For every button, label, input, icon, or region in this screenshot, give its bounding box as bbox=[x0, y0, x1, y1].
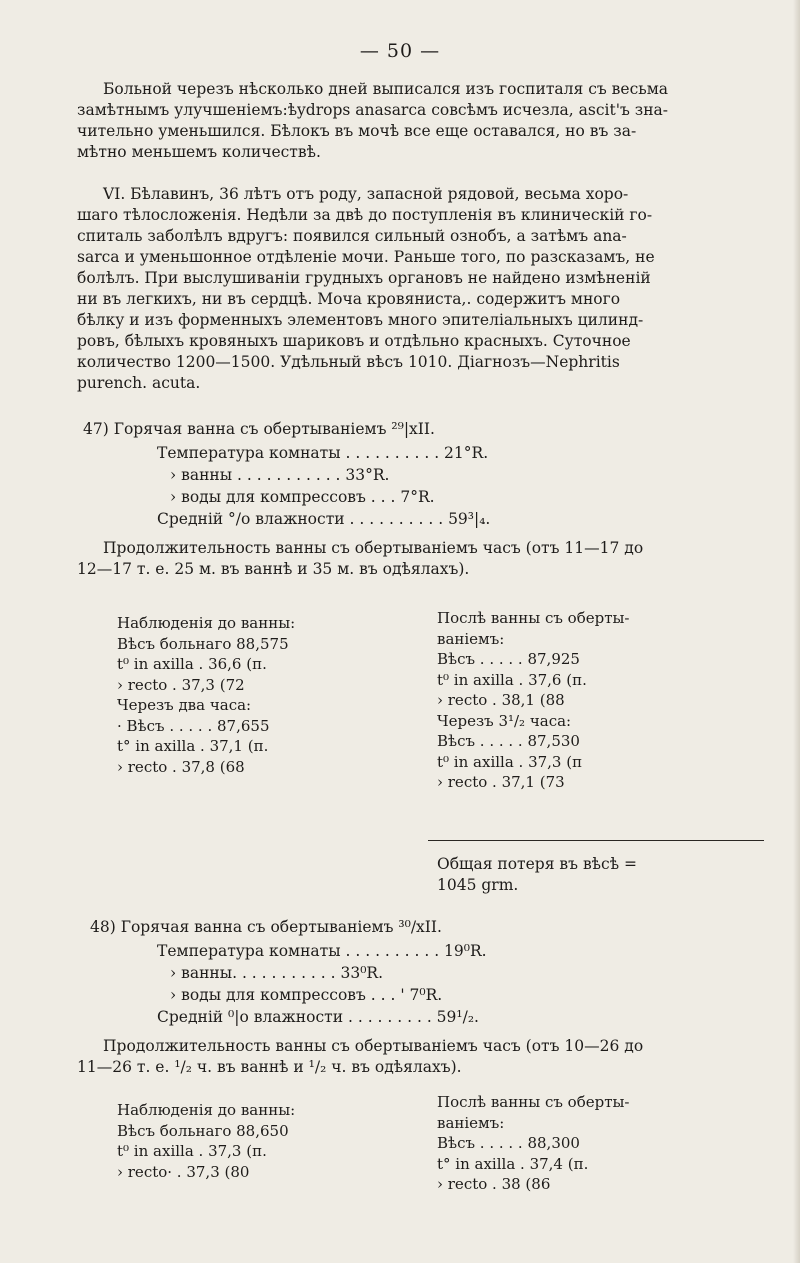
bath-47-param: Температура комнаты . . . . . . . . . . 21°R. bbox=[157, 444, 489, 462]
intro-line: замѣтнымъ улучшеніемъ:ѣydrops anasarca совсѣмъ исчезла, ascit'ъ зна- bbox=[77, 101, 669, 119]
case-line: спиталь заболѣлъ вдругъ: появился сильный ознобъ, а затѣмъ ana- bbox=[77, 227, 627, 245]
bath-48-title: 48) Горячая ванна съ обертываніемъ ³⁰/xII. bbox=[90, 918, 442, 936]
observation-line: Наблюденія до ванны: bbox=[117, 614, 296, 632]
case-line: ни въ легкихъ, ни въ сердцѣ. Моча кровяниста,. содержитъ много bbox=[77, 290, 621, 308]
bath-47-total-loss: Общая потеря въ вѣсѣ = bbox=[437, 855, 637, 873]
observation-line: › recto . 37,3 (72 bbox=[117, 675, 245, 694]
bath-48-duration: 11—26 т. е. ¹/₂ ч. въ ваннѣ и ¹/₂ ч. въ одѣялахъ). bbox=[77, 1058, 462, 1076]
bath-48-param: › ванны. . . . . . . . . . . 33⁰R. bbox=[170, 964, 384, 982]
intro-line: чительно уменьшился. Бѣлокъ въ мочѣ все еще оставался, но въ за- bbox=[77, 122, 637, 140]
bath-47-title: 47) Горячая ванна съ обертываніемъ ²⁹|xII. bbox=[83, 420, 435, 438]
case-line: purench. acuta. bbox=[77, 374, 201, 392]
observation-line: › recto . 37,1 (73 bbox=[437, 773, 565, 791]
bath-47-param: › ванны . . . . . . . . . . . 33°R. bbox=[170, 466, 390, 484]
case-line: количество 1200—1500. Удѣльный вѣсъ 1010. Діагнозъ—Nephritis bbox=[77, 353, 620, 371]
observation-line: t⁰ in axilla . 36,6 (п. bbox=[117, 655, 267, 673]
case-line: sarca и уменьшонное отдѣленіе мочи. Раньше того, по разсказамъ, не bbox=[77, 248, 655, 266]
page-number: — 50 — bbox=[359, 40, 441, 62]
observation-line: › recto . 37,8 (68 bbox=[117, 757, 245, 776]
case-line: VI. Бѣлавинъ, 36 лѣтъ отъ роду, запасной рядовой, весьма хоро- bbox=[103, 185, 629, 203]
observation-line: t⁰ in axilla . 37,3 (п. bbox=[117, 1142, 267, 1160]
bath-47-after-column bbox=[437, 608, 630, 793]
observation-line: t⁰ in axilla . 37,3 (п bbox=[437, 752, 583, 771]
intro-line: мѣтно меньшемъ количествѣ. bbox=[77, 143, 321, 161]
bath-47-duration: Продолжительность ванны съ обертываніемъ часъ (отъ 11—17 до bbox=[103, 539, 644, 557]
observation-line: Наблюденія до ванны: bbox=[117, 1101, 296, 1119]
bath-48-param: Средній ⁰|o влажности . . . . . . . . . 59¹/₂. bbox=[157, 1008, 479, 1026]
bath-47-before-column bbox=[117, 613, 295, 777]
observation-line: Послѣ ванны съ оберты- bbox=[437, 609, 630, 627]
observation-line: Вѣсъ . . . . . 87,925 bbox=[437, 650, 580, 668]
bath-48-param: › воды для компрессовъ . . . ' 7⁰R. bbox=[170, 986, 443, 1004]
case-line: бѣлку и изъ форменныхъ элементовъ много эпителіальныхъ цилинд- bbox=[77, 311, 644, 329]
bath-47-duration: 12—17 т. е. 25 м. въ ваннѣ и 35 м. въ одѣялахъ). bbox=[77, 560, 470, 578]
observation-line: t⁰ in axilla . 37,6 (п. bbox=[437, 670, 587, 689]
case-line: болѣлъ. При выслушиваніи грудныхъ органовъ не найдено измѣненій bbox=[77, 269, 651, 287]
observation-line: › recto . 38 (86 bbox=[437, 1175, 551, 1193]
page-edge-shadow bbox=[793, 0, 800, 1263]
observation-line: Вѣсъ больнаго 88,575 bbox=[117, 634, 289, 653]
bath-47-total-loss: 1045 grm. bbox=[437, 876, 519, 894]
bath-47-param: › воды для компрессовъ . . . 7°R. bbox=[170, 488, 435, 506]
observation-line: ваніемъ: bbox=[437, 1113, 505, 1132]
observation-line: Черезъ два часа: bbox=[117, 696, 252, 714]
observation-line: Вѣсъ больнаго 88,650 bbox=[117, 1121, 289, 1140]
case-line: шаго тѣлосложенія. Недѣли за двѣ до поступленія въ клиническій го- bbox=[77, 206, 653, 224]
observation-line: Вѣсъ . . . . . 87,530 bbox=[437, 732, 580, 750]
observation-line: › recto . 38,1 (88 bbox=[437, 691, 565, 709]
observation-line: ваніемъ: bbox=[437, 629, 505, 648]
divider-rule bbox=[428, 840, 764, 841]
observation-line: Черезъ 3¹/₂ часа: bbox=[437, 711, 572, 730]
bath-48-param: Температура комнаты . . . . . . . . . . 19⁰R. bbox=[157, 942, 487, 960]
observation-line: t° in axilla . 37,1 (п. bbox=[117, 737, 269, 755]
observation-line: t° in axilla . 37,4 (п. bbox=[437, 1154, 589, 1173]
observation-line: · Вѣсъ . . . . . 87,655 bbox=[117, 716, 270, 735]
observation-line: › recto· . 37,3 (80 bbox=[117, 1162, 250, 1181]
bath-48-before-column bbox=[117, 1100, 295, 1182]
observation-line: Вѣсъ . . . . . 88,300 bbox=[437, 1134, 580, 1152]
intro-line: Больной черезъ нѣсколько дней выписался изъ госпиталя съ весьма bbox=[103, 80, 669, 98]
bath-48-after-column bbox=[437, 1092, 630, 1195]
observation-line: Послѣ ванны съ оберты- bbox=[437, 1093, 630, 1111]
bath-48-duration: Продолжительность ванны съ обертываніемъ часъ (отъ 10—26 до bbox=[103, 1037, 644, 1055]
case-line: ровъ, бѣлыхъ кровяныхъ шариковъ и отдѣльно красныхъ. Суточное bbox=[77, 332, 631, 350]
bath-47-param: Средній °/o влажности . . . . . . . . . . 59³|₄. bbox=[157, 510, 491, 528]
